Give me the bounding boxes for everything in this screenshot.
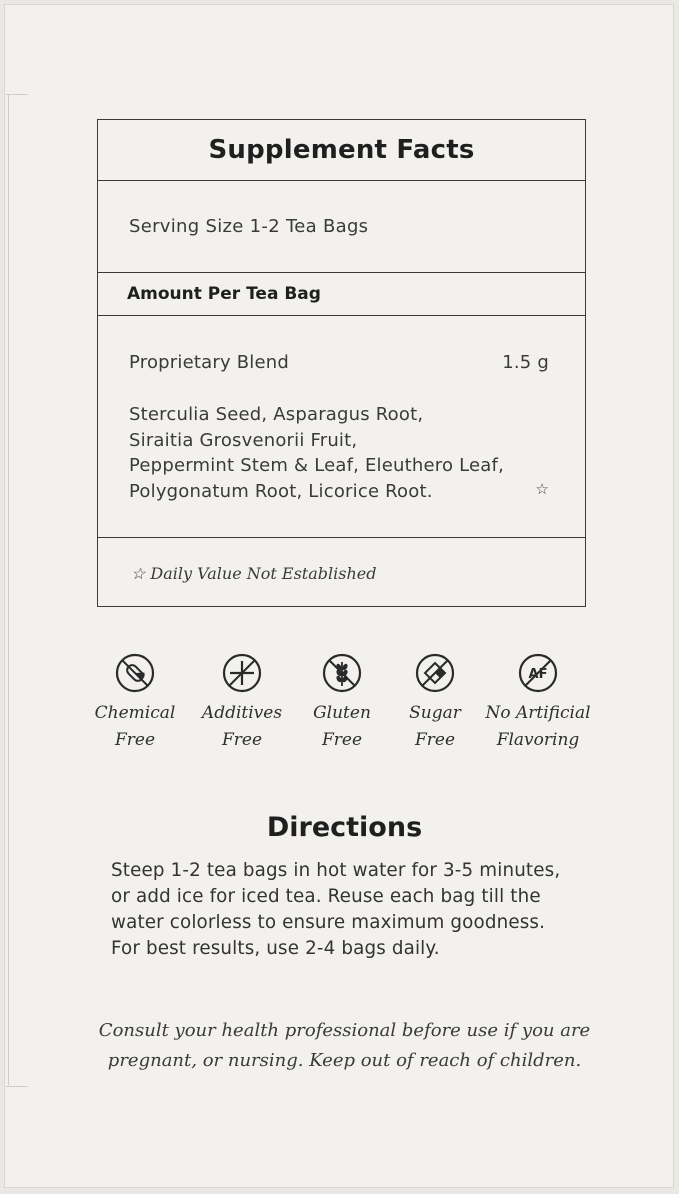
- ingredient-line: Sterculia Seed, Asparagus Root,: [129, 404, 424, 425]
- directions-line: water colorless to ensure maximum goodness.: [111, 912, 546, 933]
- serving-size: Serving Size 1-2 Tea Bags: [98, 181, 585, 273]
- badge-label-line: Flavoring: [496, 730, 580, 750]
- directions-line: For best results, use 2-4 bags daily.: [111, 938, 440, 959]
- badge-sugar-free: [390, 652, 480, 754]
- blend-name: Proprietary Blend: [129, 352, 289, 373]
- badge-label-line: Additives: [201, 703, 283, 723]
- proprietary-blend-section: [98, 316, 585, 538]
- daily-value-note: ☆ Daily Value Not Established: [131, 563, 377, 583]
- badge-label-line: No Artificial: [485, 703, 591, 723]
- directions-line: or add ice for iced tea. Reuse each bag till the: [111, 886, 541, 907]
- ingredient-line: Polygonatum Root, Licorice Root.: [129, 480, 433, 502]
- panel-fold-line: [8, 95, 9, 1085]
- ingredient-list: [129, 402, 504, 504]
- badge-no-artificial-flavoring: [478, 652, 598, 754]
- blend-amount: 1.5 g: [502, 352, 549, 373]
- badge-additives-free: [197, 652, 287, 754]
- warning-line: Consult your health professional before use if you are: [98, 1020, 591, 1041]
- no-artificial-flavoring-icon: [517, 652, 559, 694]
- fold-mark-top: [6, 94, 28, 95]
- sugar-free-icon: [414, 652, 456, 694]
- badge-label-line: Free: [414, 730, 456, 750]
- badge-label-line: Free: [221, 730, 263, 750]
- badge-label: [197, 700, 287, 754]
- chemical-free-icon: [114, 652, 156, 694]
- badge-label-line: Sugar: [409, 703, 461, 723]
- directions-line: Steep 1-2 tea bags in hot water for 3-5 minutes,: [111, 860, 561, 881]
- ingredient-line: Peppermint Stem & Leaf, Eleuthero Leaf,: [129, 455, 504, 476]
- badge-label-line: Free: [114, 730, 156, 750]
- gluten-free-icon: [321, 652, 363, 694]
- health-warning: [0, 1016, 679, 1076]
- badge-label: [478, 700, 598, 754]
- badge-label-line: Gluten: [313, 703, 371, 723]
- supplement-facts-table: [97, 119, 586, 607]
- amount-per-serving: Amount Per Tea Bag: [98, 273, 585, 316]
- warning-line: pregnant, or nursing. Keep out of reach of children.: [107, 1050, 582, 1071]
- badge-gluten-free: [297, 652, 387, 754]
- af-icon-text: AF: [528, 667, 548, 682]
- directions-title: Directions: [266, 812, 423, 843]
- daily-value-star-marker: ☆: [535, 480, 549, 498]
- fold-mark-bottom: [6, 1086, 28, 1087]
- additives-free-icon: [221, 652, 263, 694]
- badge-label-line: Chemical: [94, 703, 176, 723]
- badge-label: [390, 700, 480, 754]
- free-from-badges: [0, 652, 679, 762]
- badge-label: [90, 700, 180, 754]
- ingredient-line: Siraitia Grosvenorii Fruit,: [129, 429, 358, 451]
- directions-text: [111, 858, 591, 962]
- supplement-facts-title: Supplement Facts: [98, 120, 585, 181]
- badge-chemical-free: [90, 652, 180, 754]
- badge-label-line: Free: [321, 730, 363, 750]
- badge-label: [297, 700, 387, 754]
